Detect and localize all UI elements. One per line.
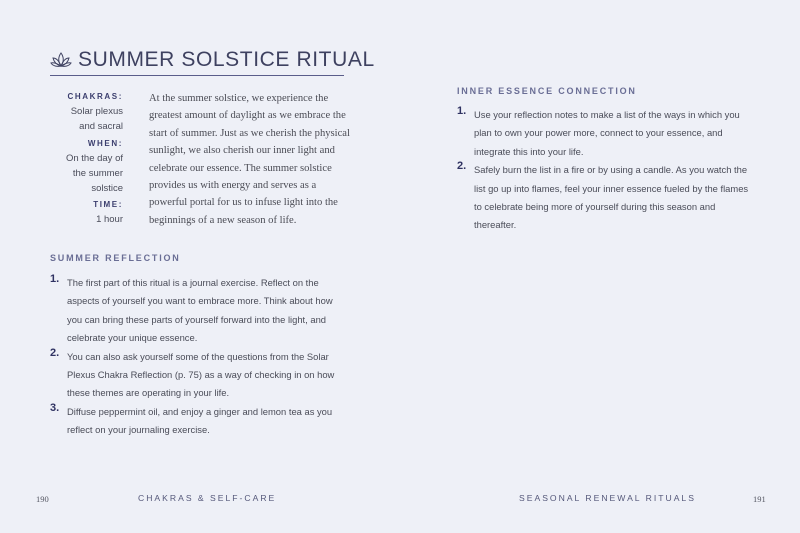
step-text: Diffuse peppermint oil, and enjoy a ginger and lemon tea as you reflect on your journaling exercise. bbox=[67, 405, 333, 436]
running-head-right: SEASONAL RENEWAL RITUALS bbox=[519, 493, 696, 503]
list-item bbox=[50, 273, 350, 347]
inner-essence-steps bbox=[457, 105, 757, 234]
inner-essence-heading: INNER ESSENCE CONNECTION bbox=[457, 86, 637, 96]
chakras-value-line1: Solar plexus bbox=[70, 106, 123, 117]
running-head-left: CHAKRAS & SELF-CARE bbox=[138, 493, 277, 503]
intro-paragraph: At the summer solstice, we experience the greatest amount of daylight as we embrace the start of summer. Just as we cherish the physical sunlight, we also cherish our inner light and celebrate our essence. The summer solstice provides us with energy and serves as a powerful portal for us to infuse light into the beginnings of a new season of life. bbox=[149, 93, 350, 226]
time-value: 1 hour bbox=[96, 214, 123, 225]
list-item bbox=[50, 402, 350, 439]
step-number: 3. bbox=[50, 401, 60, 414]
time-label: TIME: bbox=[93, 200, 123, 209]
when-value-line1: On the day of bbox=[65, 153, 123, 164]
page-title-row bbox=[50, 44, 375, 74]
step-number: 2. bbox=[50, 346, 60, 359]
when-label: WHEN: bbox=[87, 139, 123, 148]
title-divider bbox=[50, 75, 344, 76]
meta-chakras bbox=[50, 90, 123, 134]
step-text: The first part of this ritual is a journal exercise. Reflect on the aspects of yourself you want to embrace more. Think about how you can bring these parts of yourself forward into the light, and celebrate your unique essence. bbox=[67, 277, 333, 344]
when-value-line2: the summer bbox=[72, 168, 123, 179]
lotus-icon bbox=[50, 52, 72, 68]
step-text: Safely burn the list in a fire or by using a candle. As you watch the list go up into flames, feel your inner essence fueled by the flames to celebrate being more of yourself during this season and thereafter. bbox=[474, 164, 749, 231]
summer-reflection-heading: SUMMER REFLECTION bbox=[50, 253, 181, 263]
step-number: 2. bbox=[457, 160, 467, 173]
chakras-label: CHAKRAS: bbox=[67, 92, 123, 101]
summer-reflection-steps bbox=[50, 273, 350, 439]
list-item bbox=[457, 105, 757, 160]
step-number: 1. bbox=[50, 273, 60, 285]
meta-time bbox=[50, 198, 123, 227]
meta-when bbox=[50, 137, 123, 196]
page-title: SUMMER SOLSTICE RITUAL bbox=[78, 48, 375, 71]
step-text: Use your reflection notes to make a list of the ways in which you plan to own your power more, connect to your essence, and integrate this into your life. bbox=[474, 109, 740, 157]
chakras-value-line2: and sacral bbox=[79, 121, 123, 132]
step-text: You can also ask yourself some of the questions from the Solar Plexus Chakra Reflection (p. 75) as a way of checking in on how these themes are operating in your life. bbox=[67, 350, 335, 399]
page-number-left: 190 bbox=[36, 494, 49, 504]
page-number-right: 191 bbox=[753, 494, 766, 504]
list-item bbox=[50, 347, 350, 402]
list-item bbox=[457, 160, 757, 234]
step-number: 1. bbox=[457, 105, 467, 117]
when-value-line3: solstice bbox=[91, 183, 123, 194]
